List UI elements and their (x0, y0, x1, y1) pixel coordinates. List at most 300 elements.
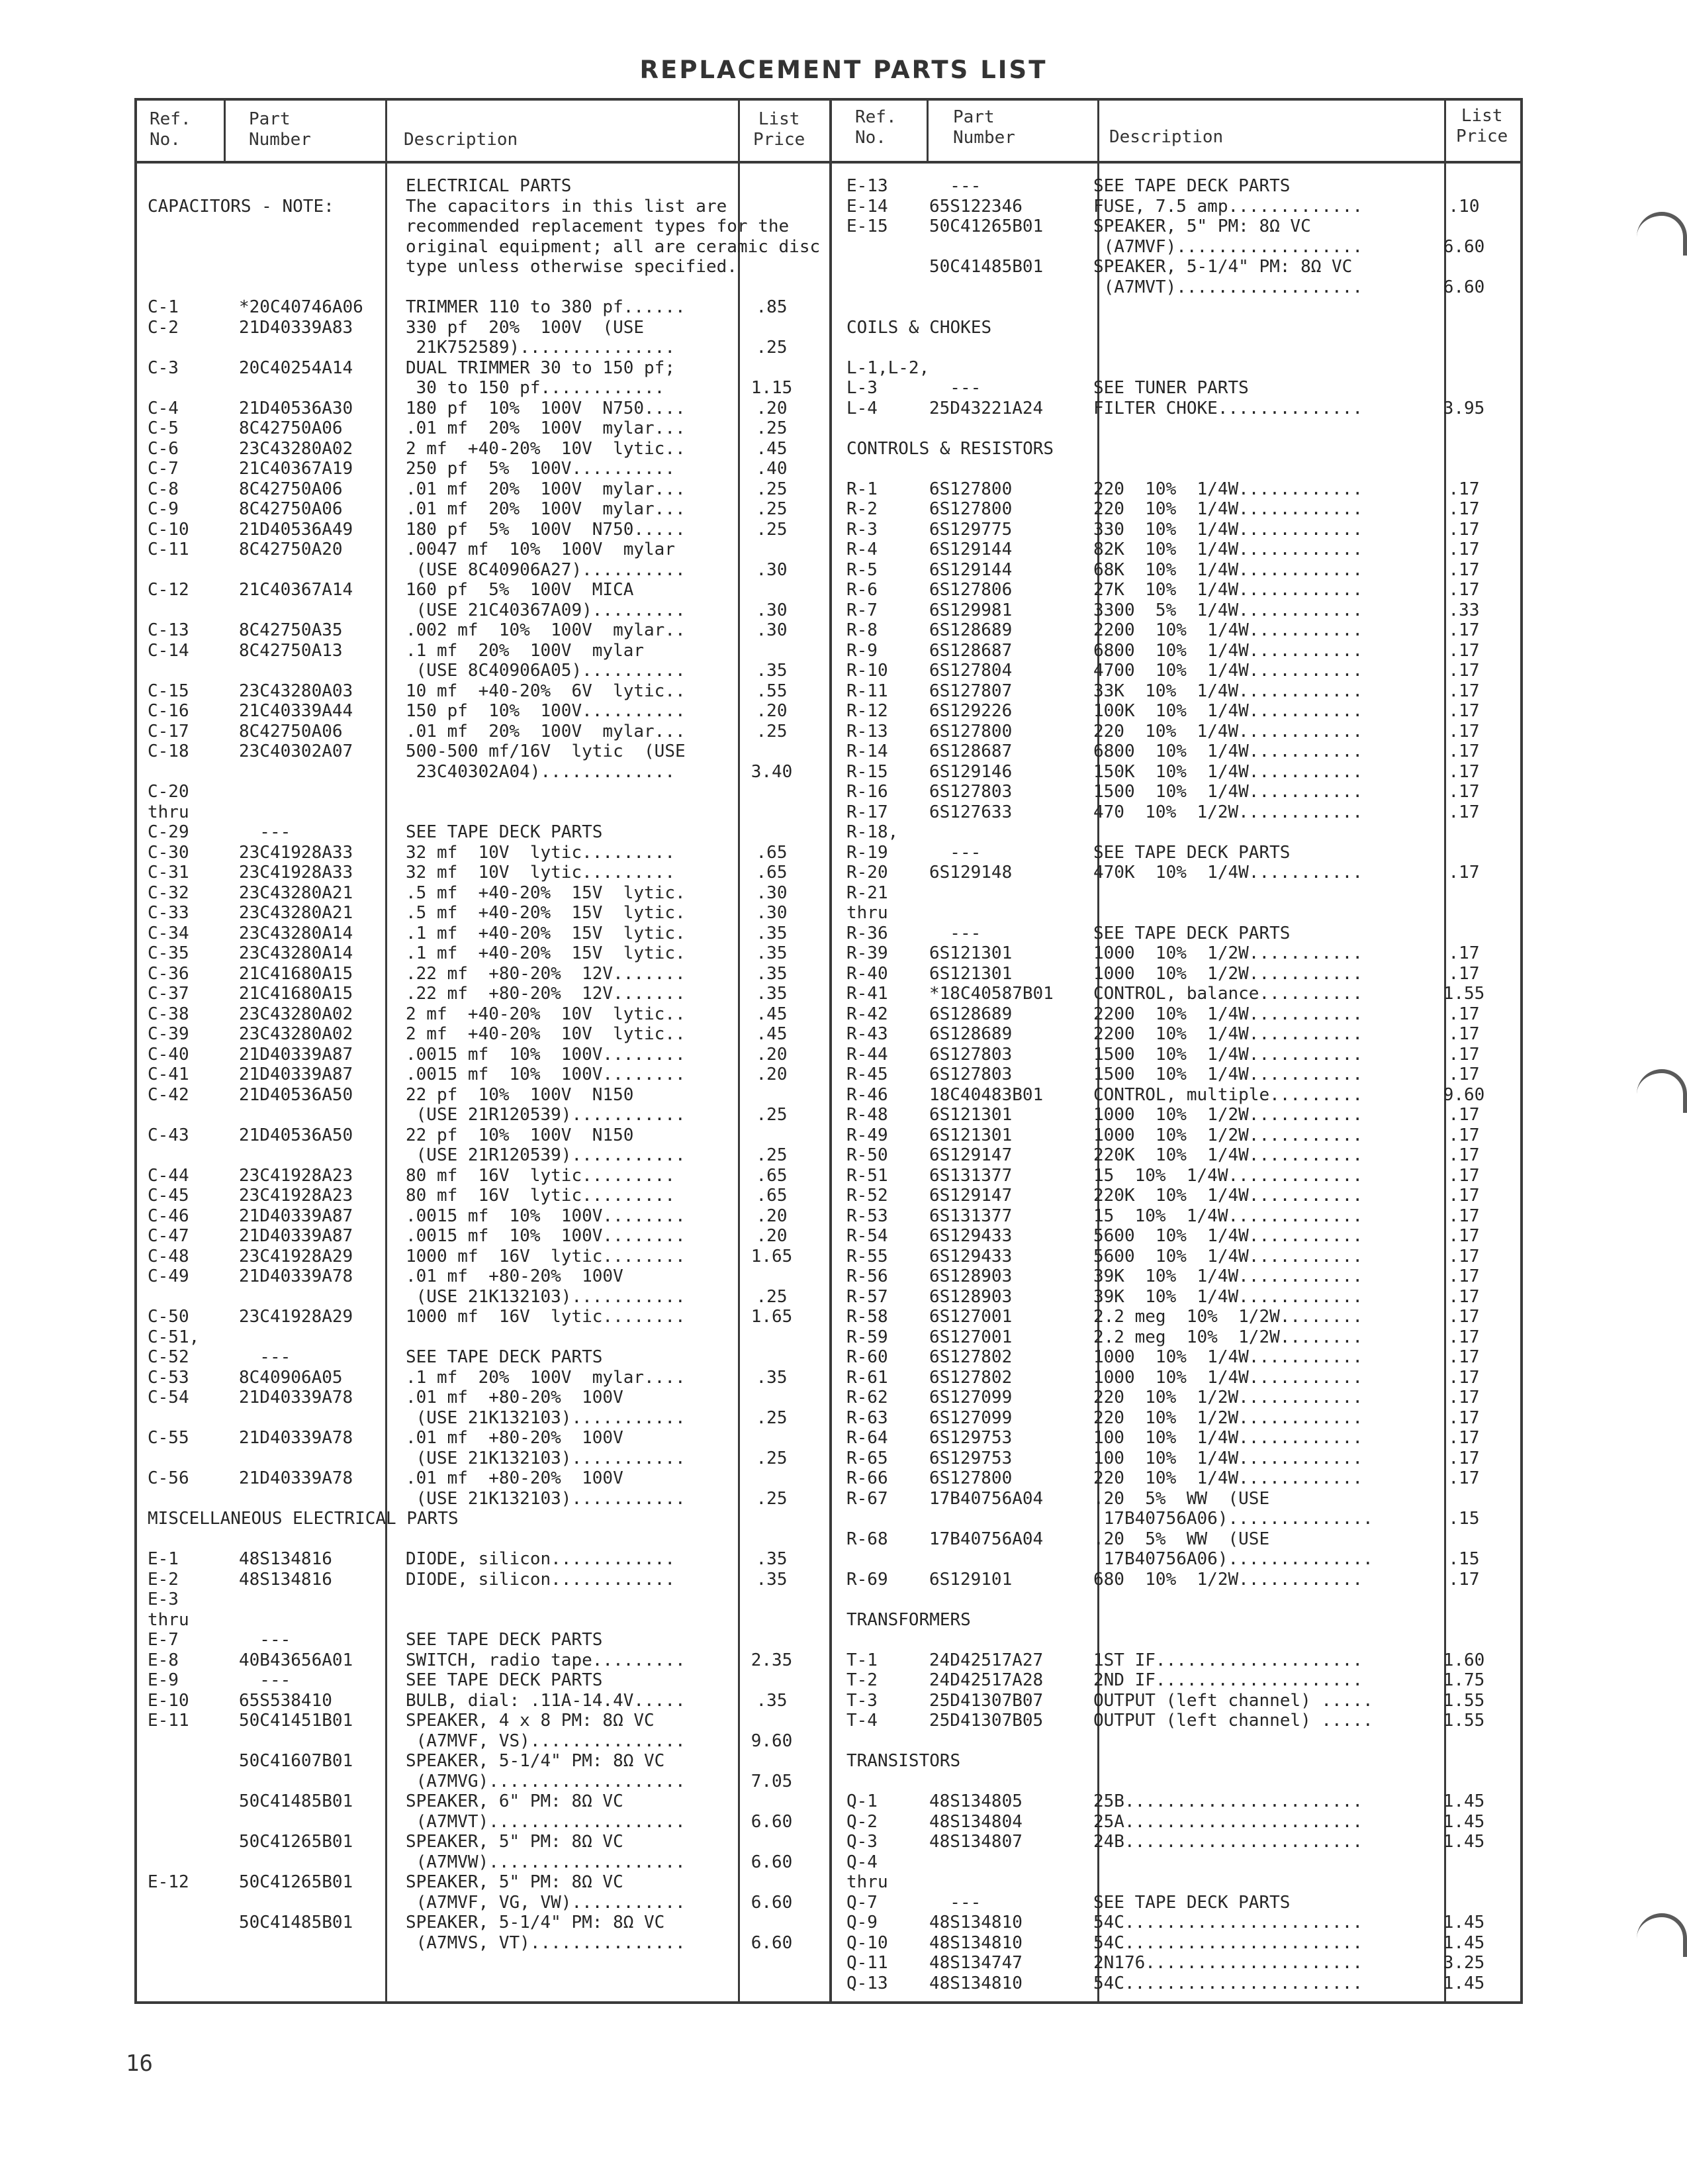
table-row (134, 1852, 829, 1873)
list-price: .30 (756, 620, 788, 640)
ref-number: R-45 (846, 1065, 888, 1084)
table-row (832, 661, 1520, 681)
list-price: .25 (756, 1488, 788, 1509)
list-price: .25 (756, 721, 788, 741)
description: 250 pf 5% 100V.......... (406, 459, 675, 479)
table-row (134, 1004, 829, 1025)
list-price: .17 (1448, 499, 1480, 519)
table-row (134, 277, 829, 298)
list-price: .17 (1448, 479, 1480, 499)
table-row (134, 1327, 829, 1348)
description: (A7MVT).................. (1093, 277, 1363, 297)
description: .0015 mf 10% 100V........ (406, 1044, 686, 1065)
table-row (832, 1024, 1520, 1045)
ref-number: C-31 (148, 863, 189, 882)
list-price: .17 (1448, 640, 1480, 661)
part-number: 23C43280A21 (239, 882, 353, 903)
list-price: .17 (1448, 802, 1480, 822)
table-row (832, 1287, 1520, 1307)
ref-number: R-54 (846, 1226, 888, 1246)
table-row (832, 1327, 1520, 1348)
table-row (134, 943, 829, 964)
description: 3300 5% 1/4W............ (1093, 600, 1363, 620)
ref-number: C-14 (148, 640, 189, 661)
description: 470 10% 1/2W............ (1093, 802, 1363, 822)
ref-number: R-53 (846, 1206, 888, 1226)
list-price: .17 (1448, 540, 1480, 559)
list-price: .17 (1448, 1246, 1480, 1266)
section-heading-row (832, 1751, 1520, 1772)
description: (USE 21K132103)........... (406, 1286, 686, 1307)
list-price: .65 (756, 1165, 788, 1186)
part-number: 23C41928A33 (239, 842, 353, 863)
table-row (134, 1105, 829, 1125)
table-row (832, 257, 1520, 277)
list-price: 1.45 (1443, 1973, 1485, 1993)
table-row (832, 560, 1520, 581)
part-number: 23C41928A29 (239, 1246, 353, 1266)
ref-number: L-4 (846, 398, 878, 418)
ref-number: E-12 (148, 1872, 189, 1892)
part-number: 6S129226 (929, 701, 1013, 721)
list-price: .17 (1448, 1468, 1480, 1488)
table-row (134, 499, 829, 520)
description: (USE 8C40906A05).......... (406, 661, 686, 681)
list-price: .17 (1448, 1186, 1480, 1206)
list-price: 6.60 (751, 1852, 793, 1872)
ref-number: E-1 (148, 1549, 179, 1569)
part-number: 6S129753 (929, 1448, 1013, 1468)
part-number: 6S131377 (929, 1165, 1013, 1186)
list-price: 1.45 (1443, 1832, 1485, 1852)
list-price: 6.60 (751, 1892, 793, 1913)
part-number: 6S128687 (929, 640, 1013, 661)
ref-number: C-49 (148, 1266, 189, 1286)
ref-number: C-2 (148, 317, 179, 338)
table-row (134, 1368, 829, 1388)
part-number: 6S128687 (929, 741, 1013, 761)
part-number: 23C43280A21 (239, 903, 353, 923)
table-row (134, 1610, 829, 1631)
description: recommended replacement types for the (406, 216, 790, 236)
description: 23C40302A04)............. (406, 761, 675, 782)
description: 80 mf 16V lytic......... (406, 1186, 675, 1206)
description: 17B40756A06).............. (1093, 1549, 1373, 1569)
table-row (832, 1913, 1520, 1933)
part-number: 8C42750A06 (239, 418, 343, 438)
ref-number: C-33 (148, 903, 189, 923)
ref-number: R-41 (846, 984, 888, 1004)
table-row (134, 1347, 829, 1368)
list-price: .17 (1448, 1266, 1480, 1286)
part-number: 6S131377 (929, 1206, 1013, 1226)
description: (A7MVF).................. (1093, 236, 1363, 257)
description: 680 10% 1/2W............ (1093, 1569, 1363, 1590)
description: 15 10% 1/4W............. (1093, 1165, 1363, 1186)
ref-number: C-32 (148, 882, 189, 903)
description: 1000 10% 1/2W........... (1093, 1105, 1363, 1125)
description: 220 10% 1/2W............ (1093, 1388, 1363, 1407)
description: FUSE, 7.5 amp............. (1093, 196, 1363, 216)
part-number: 23C43280A02 (239, 438, 353, 459)
part-number: 21D40536A50 (239, 1125, 353, 1145)
list-price: .25 (756, 1407, 788, 1428)
table-row (832, 1166, 1520, 1186)
table-row (134, 560, 829, 581)
description: 1ST IF.................... (1093, 1650, 1363, 1670)
description: (A7MVG)................... (406, 1771, 686, 1791)
list-price: .17 (1448, 1226, 1480, 1246)
part-number: 6S129775 (929, 519, 1013, 540)
description: 1500 10% 1/4W........... (1093, 1065, 1363, 1084)
list-price: .17 (1448, 943, 1480, 963)
section-label: COILS & CHOKES (846, 317, 992, 338)
table-row (832, 399, 1520, 419)
description: .01 mf +80-20% 100V (406, 1388, 623, 1407)
table-row (832, 1368, 1520, 1388)
description: CONTROL, multiple......... (1093, 1084, 1363, 1105)
list-price: .17 (1448, 559, 1480, 580)
description: FILTER CHOKE.............. (1093, 398, 1363, 418)
ref-number: R-61 (846, 1367, 888, 1388)
ref-number: R-63 (846, 1407, 888, 1428)
list-price: .17 (1448, 761, 1480, 782)
table-row (832, 1670, 1520, 1691)
part-number: 8C42750A20 (239, 540, 343, 559)
table-row (832, 822, 1520, 843)
part-number: 6S127633 (929, 802, 1013, 822)
part-number: --- (239, 1670, 291, 1690)
table-row (832, 1691, 1520, 1711)
table-row (134, 641, 829, 661)
table-row (832, 1065, 1520, 1085)
list-price: .17 (1448, 1307, 1480, 1327)
description: 2.2 meg 10% 1/2W........ (1093, 1327, 1363, 1347)
list-price: .17 (1448, 580, 1480, 600)
ref-number: R-42 (846, 1004, 888, 1024)
part-number: 21D40339A78 (239, 1428, 353, 1448)
table-row (134, 681, 829, 702)
list-price: .65 (756, 1186, 788, 1206)
table-row (832, 984, 1520, 1004)
table-row (134, 741, 829, 762)
list-price: .25 (756, 479, 788, 499)
list-price: 1.55 (1443, 1711, 1485, 1731)
list-price: .30 (756, 600, 788, 620)
ref-number: C-36 (148, 963, 189, 984)
part-number: 50C41485B01 (239, 1913, 353, 1932)
table-row (134, 318, 829, 338)
part-number: 23C41928A23 (239, 1186, 353, 1206)
ref-number: R-46 (846, 1084, 888, 1105)
ref-number: C-46 (148, 1206, 189, 1226)
part-number: *18C40587B01 (929, 984, 1054, 1004)
part-number: 6S127802 (929, 1367, 1013, 1388)
table-row (134, 1468, 829, 1489)
ref-number: Q-1 (846, 1791, 878, 1811)
table-row (832, 1226, 1520, 1247)
description: SEE TAPE DECK PARTS (1093, 176, 1291, 196)
ref-number: C-35 (148, 943, 189, 963)
part-number: 21D40339A78 (239, 1388, 353, 1407)
ref-number: R-69 (846, 1569, 888, 1590)
table-row (134, 1489, 829, 1509)
table-row (134, 297, 829, 318)
description: (USE 21K132103)........... (406, 1488, 686, 1509)
ref-number: C-18 (148, 741, 189, 761)
ref-number: E-2 (148, 1569, 179, 1590)
table-row (134, 924, 829, 944)
table-row (134, 1893, 829, 1913)
ref-number: C-50 (148, 1307, 189, 1327)
description: 100 10% 1/4W............ (1093, 1448, 1363, 1468)
ref-number: C-10 (148, 519, 189, 540)
part-number: 6S129433 (929, 1226, 1013, 1246)
table-row (832, 1266, 1520, 1287)
table-row (832, 1145, 1520, 1166)
ref-number: C-38 (148, 1004, 189, 1024)
section-heading-row (134, 1509, 829, 1529)
description: .01 mf 20% 100V mylar... (406, 479, 686, 499)
part-number: 6S128903 (929, 1266, 1013, 1286)
list-price: 9.60 (751, 1731, 793, 1751)
header-bottom-border (134, 161, 1522, 164)
table-row (134, 1024, 829, 1045)
list-price: .17 (1448, 1569, 1480, 1590)
list-price: .30 (756, 559, 788, 580)
table-row (832, 1570, 1520, 1590)
table-row (832, 883, 1520, 904)
list-price: .45 (756, 1024, 788, 1044)
table-row (134, 822, 829, 843)
table-row (832, 216, 1520, 237)
list-price: 1.55 (1443, 984, 1485, 1004)
description: (USE 8C40906A27).......... (406, 559, 686, 580)
part-number: 23C43280A03 (239, 681, 353, 701)
description: 6800 10% 1/4W........... (1093, 640, 1363, 661)
ref-number: R-56 (846, 1266, 888, 1286)
part-number: 8C42750A13 (239, 640, 343, 661)
list-price: .17 (1448, 661, 1480, 681)
list-price: 9.60 (1443, 1084, 1485, 1105)
part-number: 21D40536A49 (239, 519, 353, 540)
description: 1000 10% 1/2W........... (1093, 963, 1363, 984)
part-number: 50C41485B01 (929, 257, 1044, 277)
description: 22 pf 10% 100V N150 (406, 1084, 634, 1105)
ref-number: Q-2 (846, 1811, 878, 1832)
table-row (134, 762, 829, 783)
header-price-right: List Price (1456, 106, 1508, 146)
part-number: 6S127803 (929, 1065, 1013, 1084)
list-price: .15 (1448, 1509, 1480, 1529)
ref-number: R-5 (846, 559, 878, 580)
part-number: 6S128689 (929, 1024, 1013, 1044)
ref-number: R-19 (846, 842, 888, 863)
list-price: 7.05 (751, 1771, 793, 1791)
ref-number: R-52 (846, 1186, 888, 1206)
header-ref-left: Ref. No. (150, 109, 191, 150)
part-number: 23C41928A29 (239, 1307, 353, 1327)
part-number: 48S134747 (929, 1953, 1023, 1973)
description: SEE TAPE DECK PARTS (406, 1630, 603, 1650)
list-price: .25 (756, 519, 788, 540)
part-number: 6S128903 (929, 1286, 1013, 1307)
description: 150 pf 10% 100V.......... (406, 701, 686, 721)
table-row (832, 741, 1520, 762)
part-number: 6S129433 (929, 1246, 1013, 1266)
list-price: .25 (756, 499, 788, 519)
right-part-col-rule (927, 98, 929, 164)
ref-number: E-3 (148, 1590, 179, 1609)
ref-number: C-43 (148, 1125, 189, 1145)
description: DUAL TRIMMER 30 to 150 pf; (406, 357, 675, 378)
list-price: 3.95 (1443, 398, 1485, 418)
ref-number: R-48 (846, 1105, 888, 1125)
ref-number: R-17 (846, 802, 888, 822)
part-number: 23C41928A33 (239, 863, 353, 882)
part-number: 6S128689 (929, 620, 1013, 640)
description: 2N176..................... (1093, 1953, 1363, 1973)
part-number: 6S127803 (929, 782, 1013, 802)
part-number: --- (929, 176, 981, 196)
ref-number: E-15 (846, 216, 888, 236)
table-row (134, 1670, 829, 1691)
section-heading-row (832, 318, 1520, 338)
part-number: 21D40339A78 (239, 1468, 353, 1488)
list-price: .45 (756, 438, 788, 459)
table-row (832, 681, 1520, 702)
description: 68K 10% 1/4W............ (1093, 559, 1363, 580)
table-row (134, 399, 829, 419)
table-row (134, 237, 829, 258)
part-number: 8C42750A35 (239, 620, 343, 640)
table-row (832, 297, 1520, 318)
table-row (134, 1832, 829, 1852)
table-row (134, 863, 829, 883)
description: 1500 10% 1/4W........... (1093, 1044, 1363, 1065)
section-label: MISCELLANEOUS ELECTRICAL PARTS (148, 1509, 459, 1529)
description: 15 10% 1/4W............. (1093, 1206, 1363, 1226)
list-price: .17 (1448, 1367, 1480, 1388)
ref-number: R-9 (846, 640, 878, 661)
table-row (832, 580, 1520, 600)
table-row (134, 1529, 829, 1550)
ref-number: L-1,L-2, (846, 357, 930, 378)
ref-number: C-8 (148, 479, 179, 499)
binder-hole-middle (1637, 1069, 1687, 1113)
table-row (832, 1893, 1520, 1913)
ref-number: R-58 (846, 1307, 888, 1327)
table-row (832, 600, 1520, 621)
description: 100 10% 1/4W............ (1093, 1428, 1363, 1448)
description: (A7MVF, VS)............... (406, 1731, 686, 1751)
table-row (134, 843, 829, 863)
ref-number: C-41 (148, 1065, 189, 1084)
list-price: 1.15 (751, 378, 793, 398)
ref-number: C-52 (148, 1347, 189, 1367)
table-row (832, 499, 1520, 520)
ref-number: C-4 (148, 398, 179, 418)
part-number: 6S127804 (929, 661, 1013, 681)
description: .20 5% WW (USE (1093, 1529, 1270, 1549)
list-price: .17 (1448, 1407, 1480, 1428)
ref-number: C-5 (148, 418, 179, 438)
part-number: 50C41265B01 (929, 216, 1044, 236)
description: SEE TAPE DECK PARTS (1093, 1892, 1291, 1913)
ref-number: C-15 (148, 681, 189, 701)
ref-number: C-48 (148, 1246, 189, 1266)
table-row (832, 1045, 1520, 1065)
description: 1000 10% 1/4W........... (1093, 1367, 1363, 1388)
table-row (134, 1933, 829, 1954)
list-price: .33 (1448, 600, 1480, 620)
description: SPEAKER, 6" PM: 8Ω VC (406, 1791, 623, 1811)
description: .01 mf +80-20% 100V (406, 1428, 623, 1448)
header-ref-right: Ref. No. (855, 107, 897, 148)
part-number: 21D40536A50 (239, 1084, 353, 1105)
table-row (832, 782, 1520, 802)
table-row (832, 620, 1520, 641)
table-row (832, 701, 1520, 722)
part-number: 6S127803 (929, 1044, 1013, 1065)
table-row (134, 1691, 829, 1711)
binder-hole-top (1637, 212, 1687, 256)
description: .5 mf +40-20% 15V lytic. (406, 903, 686, 923)
list-price: .17 (1448, 1206, 1480, 1226)
page-number: 16 (126, 2050, 153, 2077)
part-number: 50C41607B01 (239, 1751, 353, 1771)
part-number: 23C43280A02 (239, 1004, 353, 1024)
description: 150K 10% 1/4W........... (1093, 761, 1363, 782)
list-price: .65 (756, 842, 788, 863)
table-row (832, 1852, 1520, 1873)
description: 1500 10% 1/4W........... (1093, 782, 1363, 802)
description: .0015 mf 10% 100V........ (406, 1065, 686, 1084)
list-price: .20 (756, 398, 788, 418)
table-row (832, 1832, 1520, 1852)
description: 6800 10% 1/4W........... (1093, 741, 1363, 761)
ref-number: R-12 (846, 701, 888, 721)
list-price: .15 (1448, 1549, 1480, 1569)
description: 500-500 mf/16V lytic (USE (406, 741, 686, 761)
table-row (832, 459, 1520, 479)
part-number: 21D40339A78 (239, 1266, 353, 1286)
table-row (134, 1287, 829, 1307)
ref-number: C-40 (148, 1044, 189, 1065)
part-number: 48S134810 (929, 1932, 1023, 1953)
list-price: 6.60 (751, 1811, 793, 1832)
list-price: .35 (756, 984, 788, 1004)
description: TRIMMER 110 to 380 pf...... (406, 297, 686, 317)
description: SPEAKER, 5" PM: 8Ω VC (406, 1872, 623, 1892)
description: .1 mf 20% 100V mylar.... (406, 1367, 686, 1388)
ref-number: R-2 (846, 499, 878, 519)
description: SPEAKER, 5-1/4" PM: 8Ω VC (406, 1913, 665, 1932)
list-price: .17 (1448, 1145, 1480, 1165)
list-price: .20 (756, 1065, 788, 1084)
list-price: .25 (756, 1448, 788, 1468)
part-number: 21D40339A87 (239, 1044, 353, 1065)
description: 470K 10% 1/4W........... (1093, 863, 1363, 882)
list-price: .30 (756, 903, 788, 923)
table-row (134, 1428, 829, 1448)
list-price: 1.75 (1443, 1670, 1485, 1690)
header-desc-right: Description (1109, 127, 1224, 147)
description: 10 mf +40-20% 6V lytic.. (406, 681, 686, 701)
part-number: 17B40756A04 (929, 1529, 1044, 1549)
description: 1000 mf 16V lytic........ (406, 1246, 686, 1266)
description: 32 mf 10V lytic......... (406, 863, 675, 882)
